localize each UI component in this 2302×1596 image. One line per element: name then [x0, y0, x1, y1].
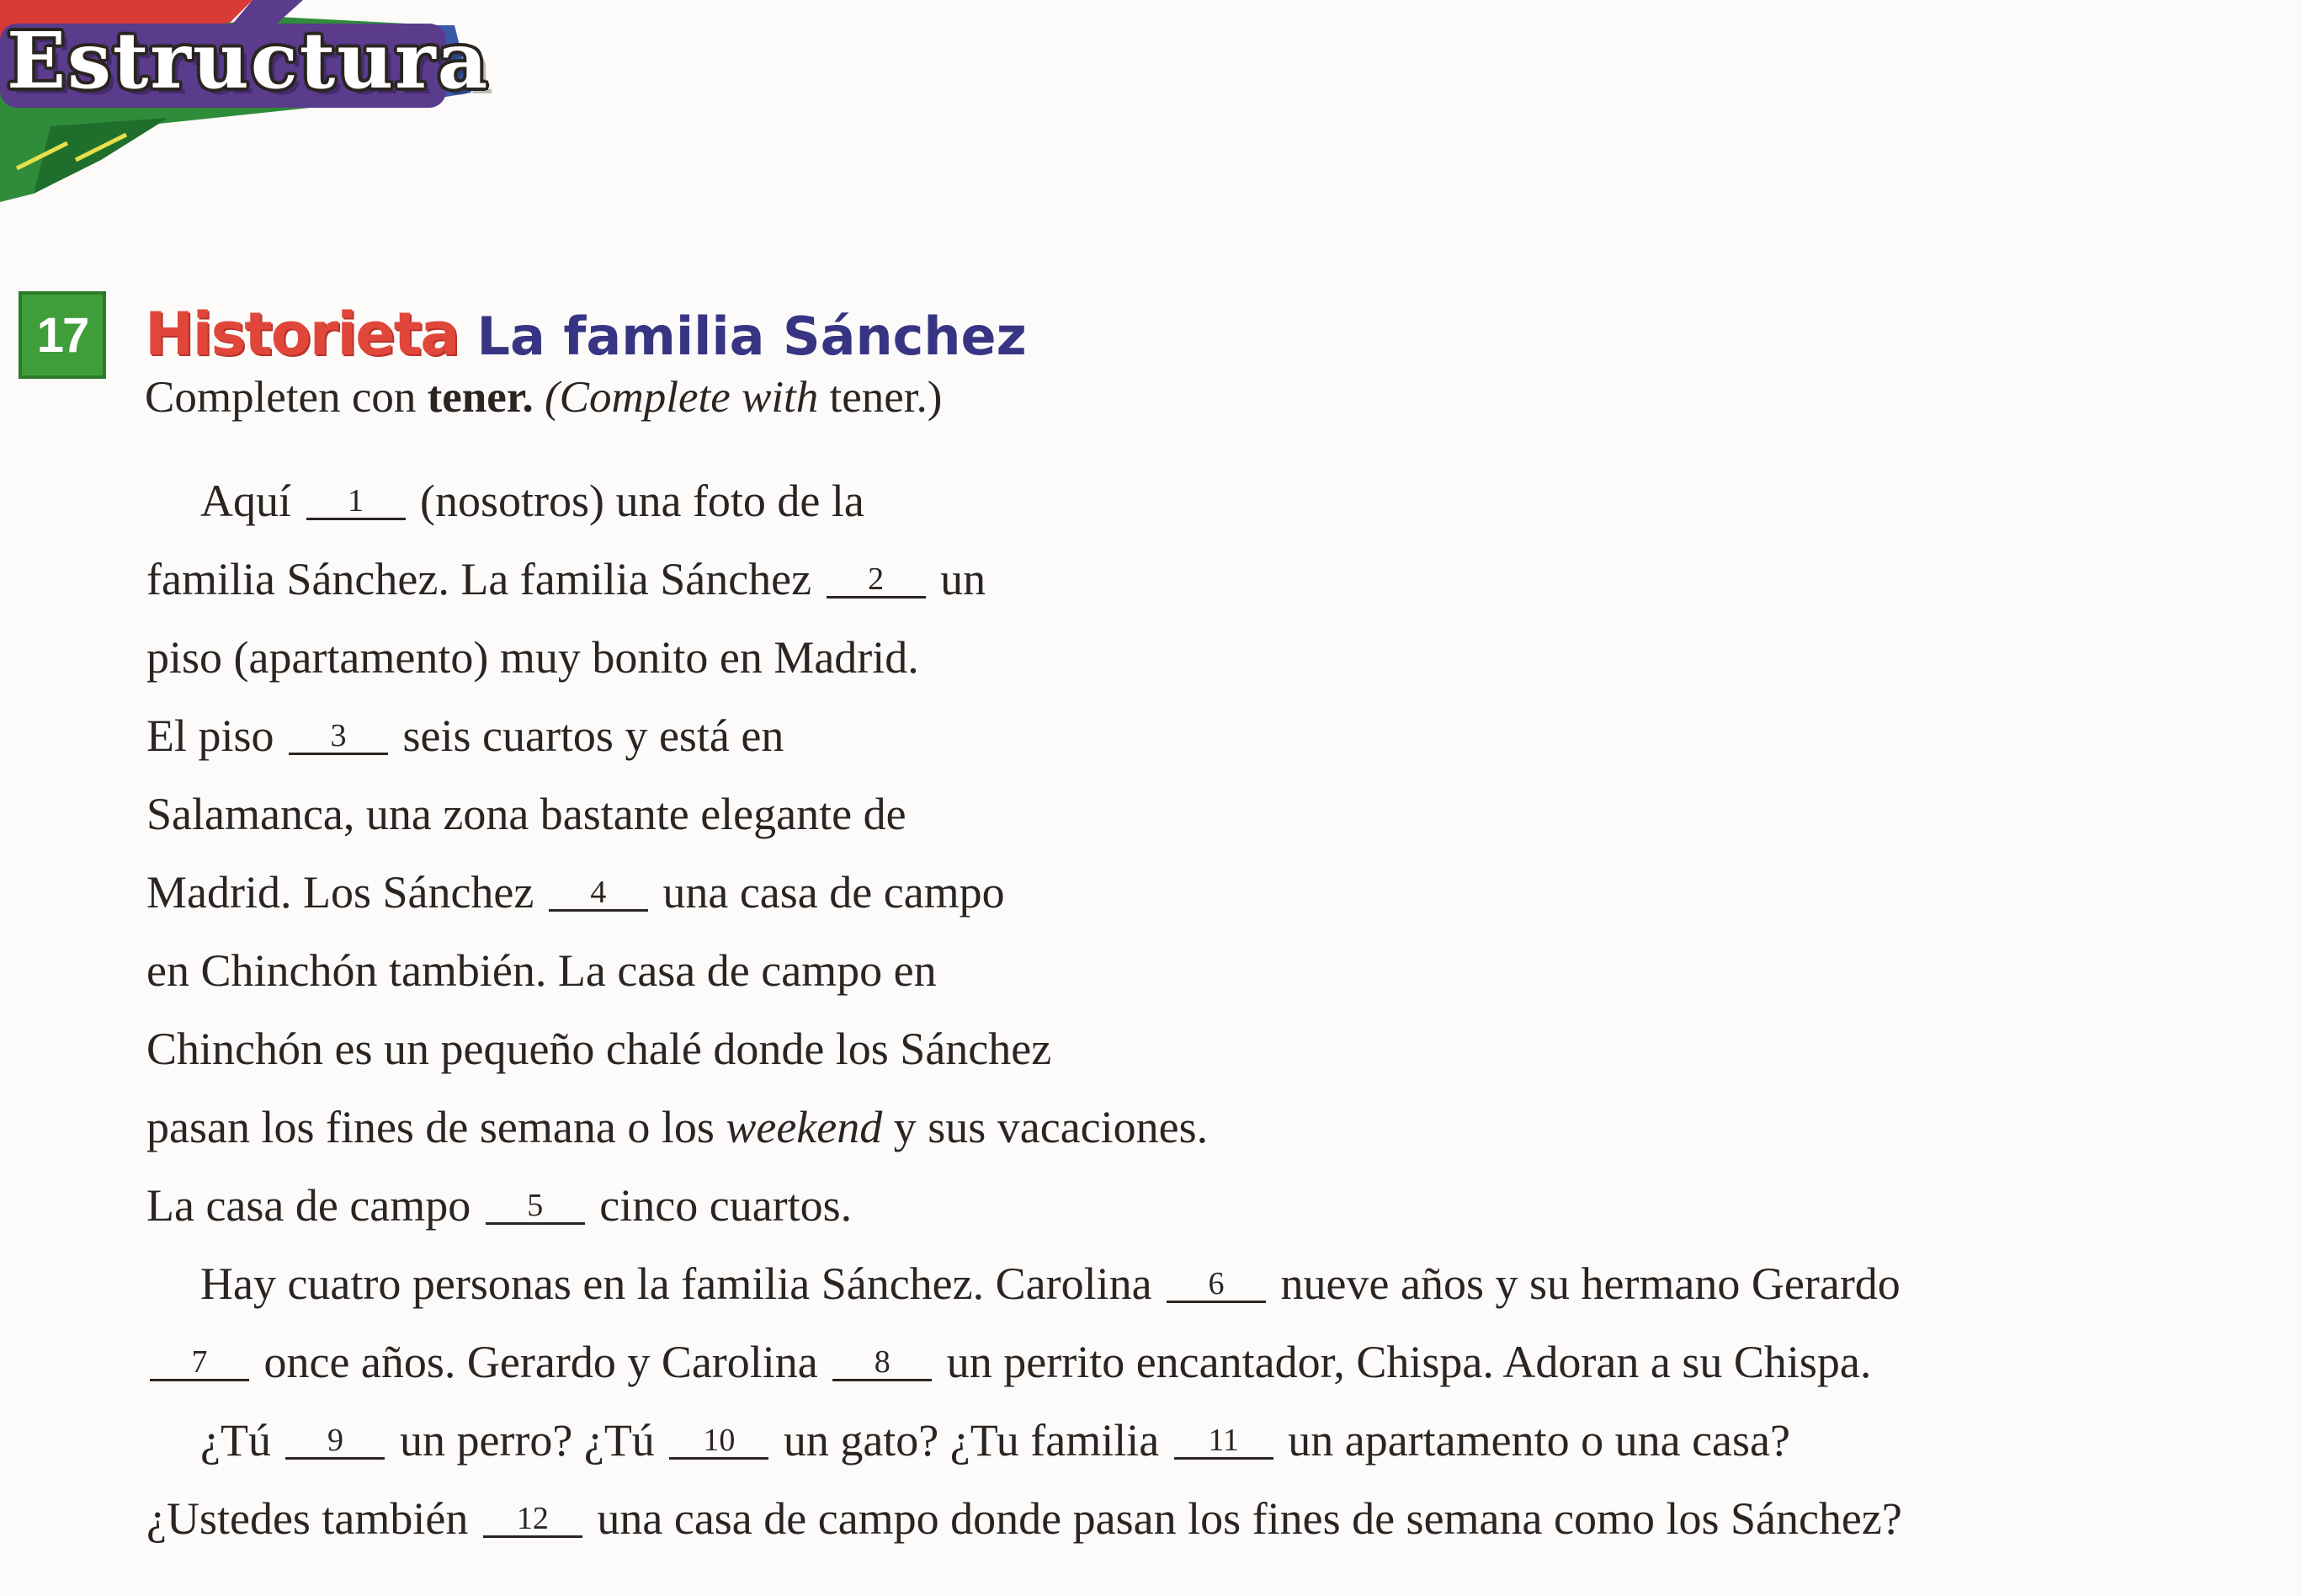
passage-text: Salamanca, una zona bastante elegante de: [146, 789, 906, 839]
passage-text: un apartamento o una casa?: [1288, 1415, 1790, 1466]
instructions-text: Completen con: [145, 373, 428, 422]
passage-text: pasan los fines de semana o los: [146, 1102, 715, 1152]
activity-header: [145, 300, 1027, 369]
banner-title: Estructura: [7, 15, 490, 106]
passage-text: nueve años y su hermano Gerardo: [1280, 1258, 1901, 1309]
passage-text: un gato? ¿Tu familia: [783, 1415, 1160, 1466]
answer-blank[interactable]: 8: [832, 1345, 932, 1381]
passage-text: (nosotros) una foto de la: [420, 476, 864, 526]
passage-text: Aquí: [200, 476, 291, 526]
passage-text: piso (apartamento) muy bonito en Madrid.: [146, 632, 919, 683]
passage-text: un perrito encantador, Chispa. Adoran a su Chispa.: [946, 1337, 1872, 1387]
answer-blank[interactable]: 2: [827, 562, 926, 598]
answer-blank[interactable]: 6: [1167, 1267, 1266, 1303]
passage-line: [146, 785, 906, 843]
passage-line: [146, 1333, 1871, 1391]
family-photo-illustration: [1296, 17, 2273, 1103]
passage-text: La casa de campo: [146, 1180, 471, 1231]
passage-line: [200, 1254, 1901, 1313]
answer-blank[interactable]: 12: [483, 1502, 582, 1538]
answer-blank[interactable]: 4: [549, 875, 648, 912]
passage-text: un perro? ¿Tú: [399, 1415, 655, 1466]
passage-text: Hay cuatro personas en la familia Sánchez. Carolina: [200, 1258, 1152, 1309]
section-banner: [0, 0, 539, 202]
passage-text: en Chinchón también. La casa de campo en: [146, 945, 937, 996]
passage-line: [146, 628, 919, 687]
answer-blank[interactable]: 10: [669, 1423, 768, 1460]
passage-line: [146, 863, 1005, 922]
instructions-translation-end: tener.): [818, 373, 943, 422]
passage-text: once años. Gerardo y Carolina: [263, 1337, 818, 1387]
passage-text: ¿Tú: [200, 1415, 271, 1466]
passage-text: ¿Ustedes también: [146, 1493, 469, 1544]
passage-text: Chinchón es un pequeño chalé donde los Sánchez: [146, 1024, 1052, 1074]
passage-text: familia Sánchez. La familia Sánchez: [146, 554, 812, 604]
passage-line: [146, 1489, 1902, 1548]
answer-blank[interactable]: 11: [1174, 1423, 1273, 1460]
passage-text: una casa de campo donde pasan los fines de semana como los Sánchez?: [597, 1493, 1902, 1544]
answer-blank[interactable]: 9: [285, 1423, 385, 1460]
answer-blank[interactable]: 7: [150, 1345, 249, 1381]
passage-text: Madrid. Los Sánchez: [146, 867, 534, 918]
family-photo: [1296, 17, 2273, 1107]
passage-line: [146, 1098, 1208, 1157]
passage-line: [146, 1019, 1051, 1078]
passage-line: [146, 1176, 852, 1235]
passage-text: seis cuartos y está en: [402, 710, 784, 761]
passage-line: [146, 941, 937, 1000]
passage-text: una casa de campo: [662, 867, 1005, 918]
passage-italic-word: weekend: [726, 1102, 883, 1152]
activity-number-badge: [19, 291, 106, 379]
passage-line: [146, 550, 986, 609]
passage-text: y sus vacaciones.: [893, 1102, 1209, 1152]
answer-blank[interactable]: 5: [486, 1189, 585, 1225]
activity-label: Historieta: [145, 300, 459, 369]
instructions-translation: (Complete with: [544, 373, 819, 422]
answer-blank[interactable]: 3: [289, 719, 388, 755]
passage-text: El piso: [146, 710, 274, 761]
passage-line: [200, 1411, 1790, 1470]
activity-number: 17: [36, 307, 88, 363]
passage-line: [146, 706, 784, 765]
answer-blank[interactable]: 1: [306, 484, 406, 520]
passage-text: cinco cuartos.: [599, 1180, 853, 1231]
activity-instructions: [145, 372, 942, 423]
passage-line: [200, 471, 864, 530]
instructions-verb: tener.: [427, 373, 534, 422]
activity-title: La familia Sánchez: [476, 306, 1027, 367]
passage-text: un: [940, 554, 986, 604]
